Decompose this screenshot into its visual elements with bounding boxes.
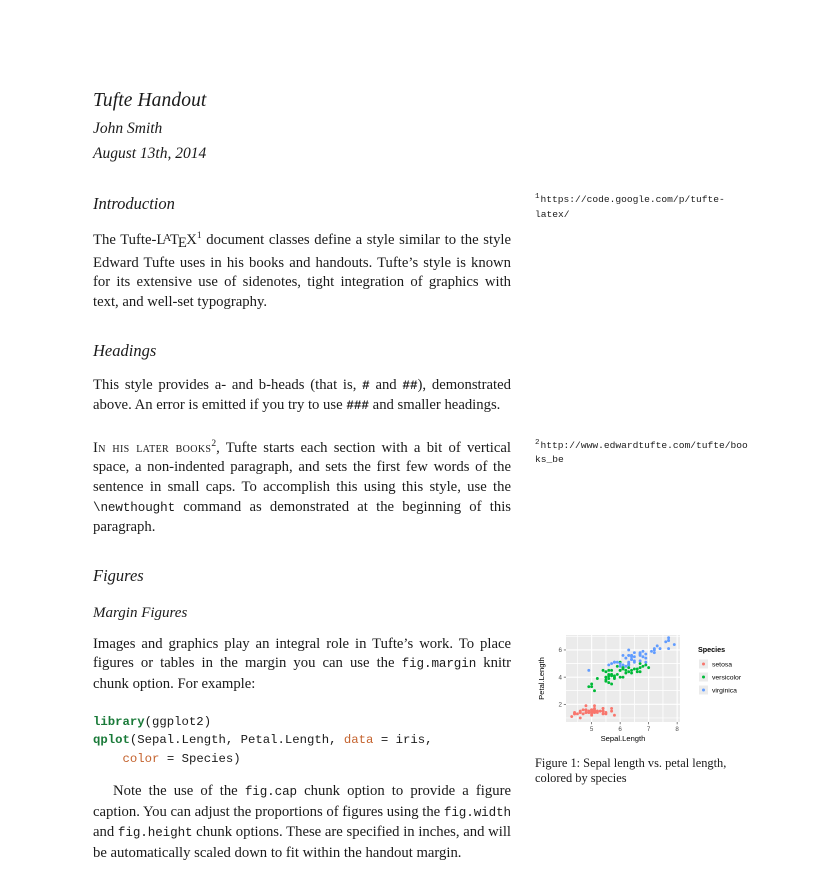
code-line2-b: = iris, (373, 733, 433, 748)
sidenote-1 (535, 193, 750, 222)
figures-p2-d: chunk options. These are specified in inches, and will be automatically scaled down to fit within the handout margin. (93, 824, 511, 861)
code-line3-b: = Species) (159, 751, 241, 766)
sidenote-1-marker: 1 (535, 192, 540, 201)
figures-p2-b: chunk option to provide a figure caption. You can adjust the proportions of figures using the (93, 783, 511, 820)
sidenote-2-marker: 2 (535, 438, 540, 447)
svg-text:6: 6 (618, 726, 622, 733)
scatter-plot (535, 631, 755, 753)
margin-figure (535, 631, 755, 786)
latex-logo: $L^ATEX$ (156, 232, 197, 252)
svg-text:8: 8 (675, 726, 679, 733)
section-introduction (93, 193, 753, 313)
sidenote-2-text[interactable]: http://www.edwardtufte.com/tufte/books_be (535, 439, 748, 466)
sidenote-2 (535, 439, 750, 468)
section-headings (93, 340, 753, 417)
svg-text:Sepal.Length: Sepal.Length (600, 734, 646, 743)
scatter-plot-svg (535, 631, 755, 753)
document-date: August 13th, 2014 (93, 145, 207, 162)
code-fig-width: fig.width (443, 805, 511, 820)
sidenote-1-text[interactable]: https://code.google.com/p/tufte-latex/ (535, 194, 725, 220)
document-author: John Smith (93, 120, 163, 137)
headings-p1-a: This style provides a- and b-heads (that is, (93, 376, 363, 393)
code-newthought: \newthought (93, 500, 176, 515)
code-hash-3: ### (346, 399, 369, 414)
code-token-qplot: qplot (93, 733, 130, 748)
heading-headings: Headings (93, 340, 157, 360)
figures-p2-c: and (93, 824, 118, 841)
sidenote-ref-2[interactable]: 2 (211, 438, 217, 449)
code-fig-margin: fig.margin (401, 657, 477, 672)
svg-text:Petal.Length: Petal.Length (537, 657, 546, 700)
heading-introduction: Introduction (93, 194, 175, 213)
heading-margin-figures: Margin Figures (93, 604, 188, 621)
newthought-paragraph (93, 439, 511, 538)
code-block-ggplot (93, 713, 511, 769)
title-block (93, 88, 753, 166)
code-fig-height: fig.height (117, 826, 193, 841)
headings-p1-c: ), demonstrated above. An error is emitted if you try to use (93, 376, 511, 414)
headings-p1-d: and smaller headings. (369, 397, 501, 414)
figures-p2-a: Note the use of the (113, 783, 245, 800)
code-fig-cap: fig.cap (244, 785, 298, 800)
code-hash-1: # (362, 378, 370, 393)
code-token-color: color (122, 751, 160, 766)
smallcaps-lead: In his later books (93, 439, 212, 456)
svg-text:virginica: virginica (712, 687, 737, 695)
figures-paragraph-1 (93, 635, 511, 695)
svg-text:4: 4 (558, 674, 562, 682)
svg-text:setosa: setosa (712, 661, 733, 669)
svg-text:6: 6 (558, 647, 562, 655)
figures-p1-a: Images and graphics play an integral role in Tufte’s work. To place figures or tables in the margin you can use the (93, 635, 511, 672)
intro-text-post: document classes define a style similar to the style Edward Tufte uses in his books and handouts. Tufte’s style is known for its extensive use of sidenotes, tight integration of graphics with text, and well-set typography. (93, 232, 512, 311)
svg-text:versicolor: versicolor (712, 674, 742, 682)
code-hash-2: ## (402, 378, 418, 393)
code-line2-a: (Sepal.Length, Petal.Length, (129, 733, 344, 748)
intro-paragraph (93, 229, 511, 313)
headings-paragraph-1 (93, 376, 511, 417)
svg-text:Species: Species (698, 645, 726, 654)
figures-paragraph-2 (93, 782, 511, 863)
code-line1-rest: (ggplot2) (144, 714, 212, 729)
intro-text-pre: The Tufte- (93, 232, 157, 249)
code-token-data: data (343, 733, 374, 748)
svg-text:7: 7 (646, 726, 651, 733)
svg-text:5: 5 (589, 726, 594, 733)
newthought-text-b: command as demonstrated at the beginning of this paragraph. (93, 498, 511, 536)
page-title: Tufte Handout (93, 90, 207, 111)
sidenote-ref-1[interactable]: 1 (196, 231, 202, 242)
section-newthought (93, 439, 753, 538)
figure-caption: Figure 1: Sepal length vs. petal length, colored by species (535, 756, 727, 785)
heading-figures: Figures (93, 565, 144, 585)
figures-p1-b: knitr chunk option. For example: (93, 655, 511, 693)
headings-p1-b: and (369, 376, 403, 393)
svg-text:2: 2 (558, 701, 562, 709)
code-token-library: library (93, 714, 145, 729)
code-line3-indent (93, 752, 123, 766)
newthought-text-a: , Tufte starts each section with a bit of vertical space, a non-indented paragraph, and sets the first few words of the sentence in small caps. To accomplish this using this style, use the (93, 439, 512, 496)
